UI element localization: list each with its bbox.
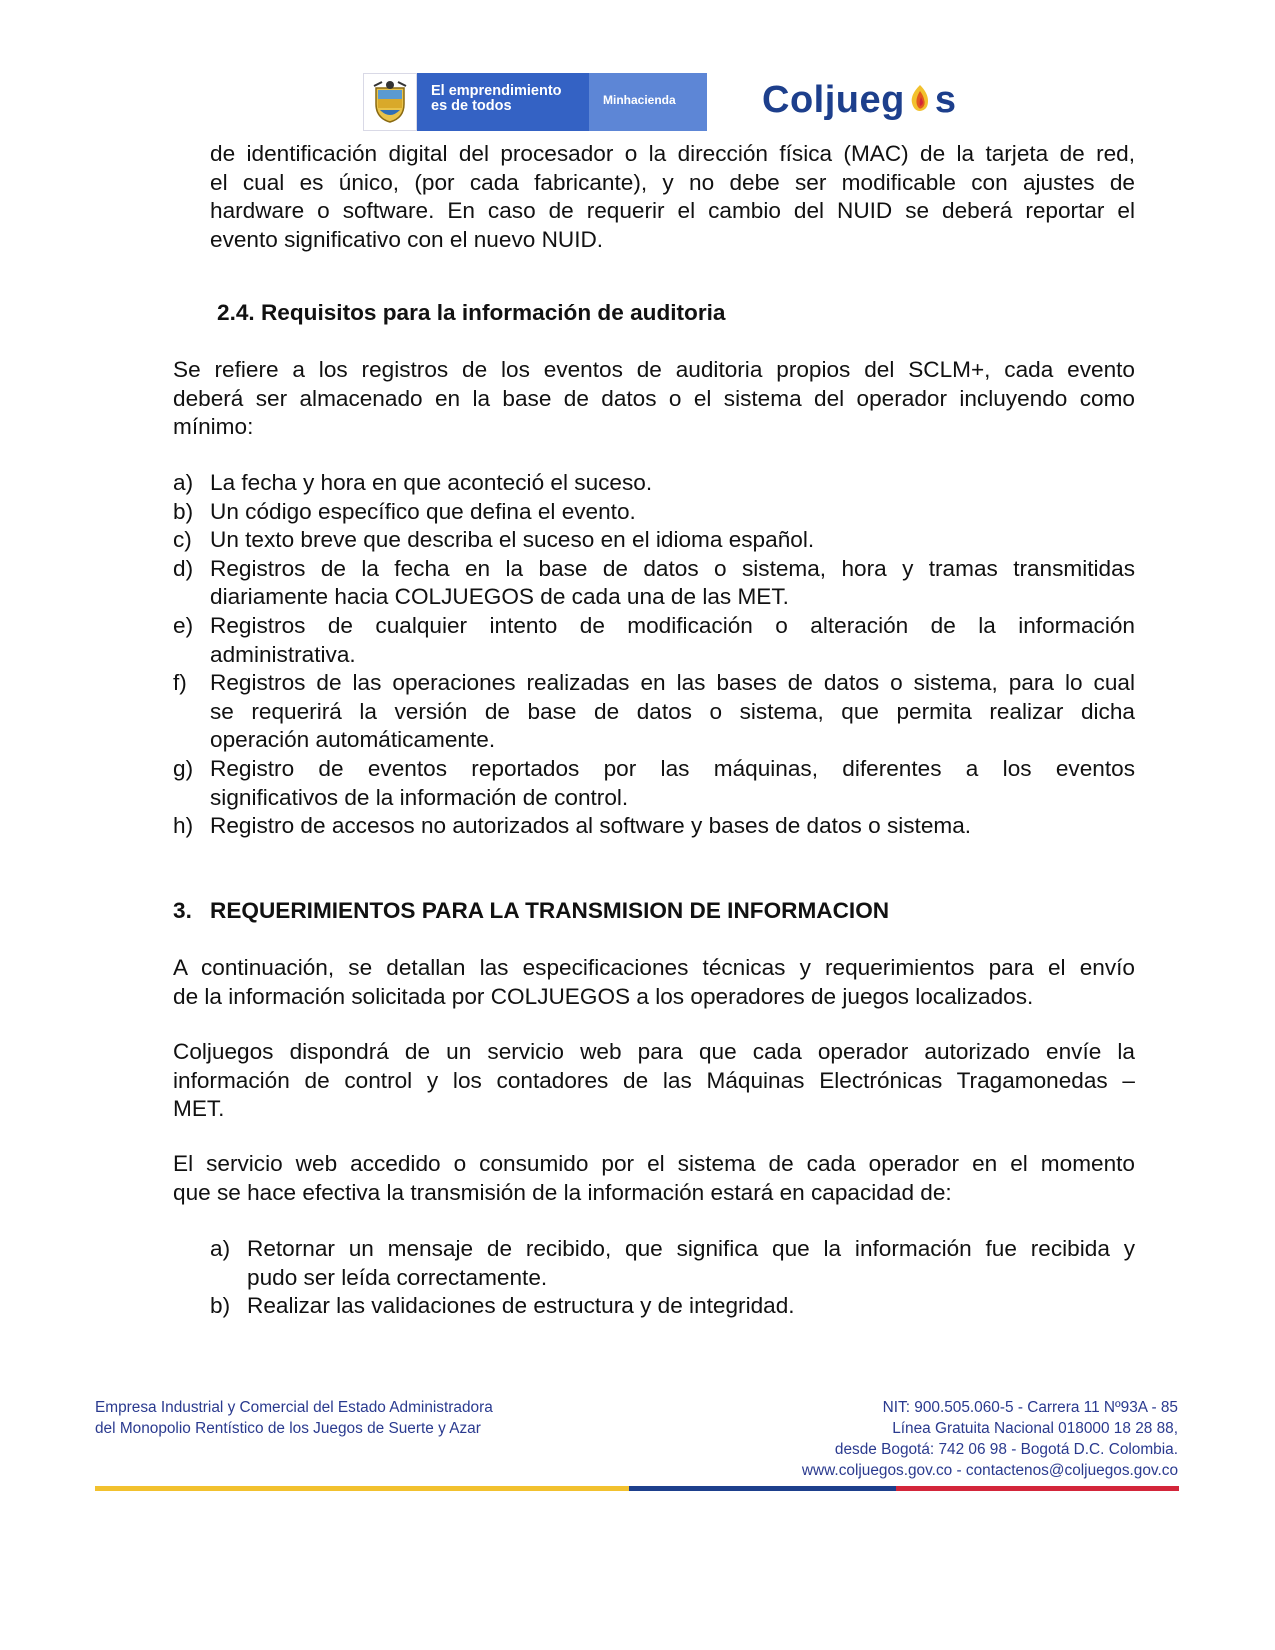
section-2-4-paragraph (173, 356, 1135, 442)
text-line: MET. (173, 1096, 225, 1122)
footer-web-email: www.coljuegos.gov.co - contactenos@coljuegos.gov.co (801, 1462, 1178, 1479)
text-line: Se refiere a los registros de los eventos de auditoria propios del SCLM+, cada evento (173, 357, 1135, 382)
text-line: que se hace efectiva la transmisión de la información estará en capacidad de: (173, 1179, 952, 1205)
list-item (210, 1235, 1135, 1292)
flame-icon (906, 80, 934, 123)
list-item-text: significativos de la información de control. (210, 784, 629, 810)
section-title: Requisitos para la información de auditoria (260, 300, 726, 325)
gov-slogan-line-2: es de todos (431, 98, 512, 114)
list-item-text: se requerirá la versión de base de datos o sistema, que permita realizar dicha (210, 698, 1135, 724)
text-line: deberá ser almacenado en la base de datos o el sistema del operador incluyendo como (173, 385, 1135, 411)
section-number: 2.4. (217, 300, 255, 325)
brand-text-1: Colj (762, 79, 836, 121)
text-line: Coljuegos dispondrá de un servicio web para que cada operador autorizado envíe la (173, 1039, 1135, 1064)
list-marker: a) (210, 1236, 231, 1261)
web-service-capabilities-list (210, 1235, 1135, 1321)
list-item-text: operación automáticamente. (210, 727, 496, 753)
list-marker: c) (173, 527, 192, 553)
brand-text-3: s (934, 79, 957, 121)
list-item-text: Retornar un mensaje de recibido, que significa que la información fue recibida y (247, 1236, 1135, 1261)
brand-text-2: ueg (835, 79, 905, 121)
section-3-paragraph-3 (173, 1150, 1135, 1207)
list-item-text: Registro de eventos reportados por las máquinas, diferentes a los eventos (210, 755, 1135, 781)
government-banner-logo (363, 73, 707, 131)
footer-stripe-yellow (95, 1486, 629, 1491)
list-item-text: Registros de la fecha en la base de datos o sistema, hora y tramas transmitidas (210, 555, 1135, 581)
list-item-text: Un texto breve que describa el suceso en el idioma español. (210, 527, 815, 553)
list-marker: h) (173, 813, 194, 839)
list-item (173, 812, 1135, 841)
list-marker: g) (173, 755, 194, 781)
list-item-text: Realizar las validaciones de estructura y de integridad. (247, 1293, 795, 1319)
list-item (173, 755, 1135, 812)
footer-phone: Línea Gratuita Nacional 018000 18 28 88, (892, 1420, 1178, 1437)
text-line: de identificación digital del procesador o la dirección física (MAC) de la tarjeta de red, (210, 141, 1135, 166)
footer-stripe-blue (629, 1486, 896, 1491)
list-item-text: diariamente hacia COLJUEGOS de cada una de las MET. (210, 584, 789, 610)
list-item-text: Registros de cualquier intento de modificación o alteración de la información (210, 612, 1135, 638)
text-line: información de control y los contadores de las Máquinas Electrónicas Tragamonedas – (173, 1067, 1135, 1093)
gov-slogan-line-1: El emprendimiento (431, 83, 562, 99)
section-3-paragraph-2 (173, 1038, 1135, 1124)
list-item (173, 555, 1135, 612)
list-item-text: pudo ser leída correctamente. (247, 1264, 548, 1290)
ministry-label: Minhacienda (589, 73, 707, 131)
footer-nit: NIT: 900.505.060-5 - Carrera 11 Nº93A - 85 (882, 1399, 1178, 1416)
list-item-text: Registro de accesos no autorizados al software y bases de datos o sistema. (210, 813, 972, 839)
colombia-shield-icon (363, 73, 417, 131)
list-item-text: administrativa. (210, 641, 356, 667)
list-item-text: La fecha y hora en que aconteció el suceso. (210, 470, 653, 495)
intro-paragraph (210, 140, 1135, 254)
list-marker: e) (173, 612, 194, 638)
text-line: hardware o software. En caso de requerir el cambio del NUID se deberá reportar el (210, 198, 1135, 224)
footer-company-info (95, 1397, 493, 1439)
footer-bogota: desde Bogotá: 742 06 98 - Bogotá D.C. Colombia. (834, 1441, 1178, 1458)
list-marker: d) (173, 555, 194, 581)
coljuegos-logo (762, 79, 956, 123)
list-item (173, 469, 1135, 498)
audit-requirements-list (173, 469, 1135, 841)
footer-line: del Monopolio Rentístico de los Juegos de Suerte y Azar (95, 1420, 481, 1437)
footer-stripe-red (896, 1486, 1179, 1491)
footer-contact-info (802, 1397, 1178, 1481)
text-line: mínimo: (173, 414, 254, 440)
section-title: REQUERIMIENTOS PARA LA TRANSMISION DE INFORMACION (210, 898, 890, 923)
section-2-4-heading (217, 300, 726, 326)
section-3-paragraph-1 (173, 954, 1135, 1011)
list-item (173, 669, 1135, 755)
list-marker: b) (210, 1293, 231, 1319)
list-item-text: Un código específico que defina el evento. (210, 498, 636, 524)
section-3-heading (173, 898, 889, 924)
list-item (173, 498, 1135, 527)
section-number: 3. (173, 898, 192, 923)
page-header (0, 73, 1275, 133)
list-marker: f) (173, 670, 187, 696)
text-line: El servicio web accedido o consumido por el sistema de cada operador en el momento (173, 1151, 1135, 1176)
text-line: de la información solicitada por COLJUEGOS a los operadores de juegos localizados. (173, 983, 1034, 1009)
list-marker: b) (173, 498, 194, 524)
list-item-text: Registros de las operaciones realizadas en las bases de datos o sistema, para lo cual (210, 670, 1135, 696)
list-item (173, 612, 1135, 669)
gov-slogan (417, 73, 589, 131)
list-item (173, 526, 1135, 555)
text-line: A continuación, se detallan las especificaciones técnicas y requerimientos para el envío (173, 955, 1135, 980)
text-line: el cual es único, (por cada fabricante), y no debe ser modificable con ajustes de (210, 169, 1135, 195)
list-item (210, 1292, 1135, 1321)
list-marker: a) (173, 470, 194, 495)
text-line: evento significativo con el nuevo NUID. (210, 226, 604, 252)
footer-line: Empresa Industrial y Comercial del Estado Administradora (95, 1399, 493, 1416)
